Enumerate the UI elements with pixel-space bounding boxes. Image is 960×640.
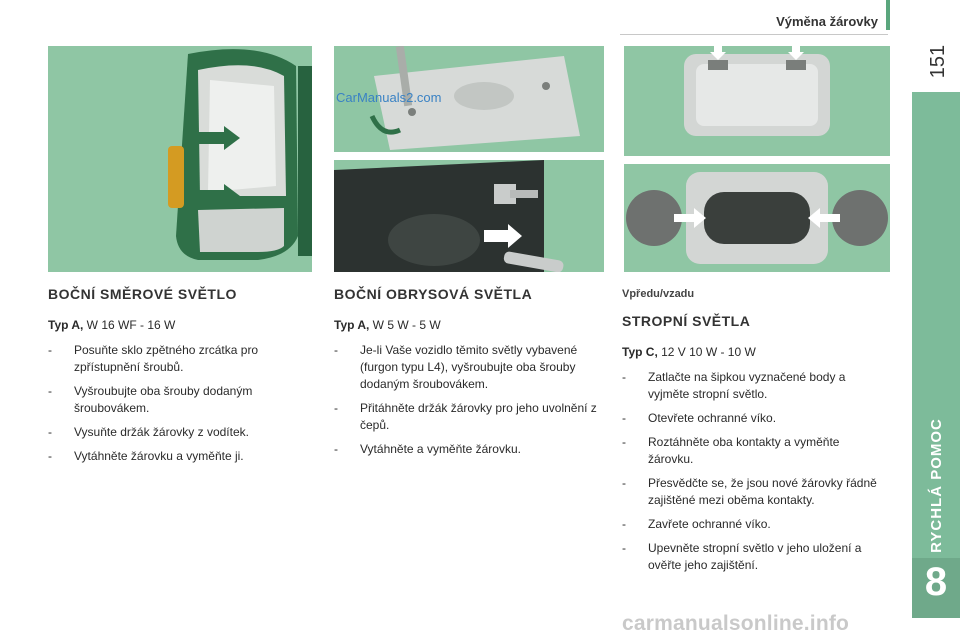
list-item: - Vyšroubujte oba šrouby dodaným šroubovákem. [48, 383, 296, 417]
section-side-marker-lights [334, 286, 598, 465]
list-item: - Přesvědčte se, že jsou nové žárovky řádně zajištěné mezi oběma kontakty. [622, 475, 888, 509]
page-header-title: Výměna žárovky [776, 14, 878, 29]
footer-watermark: carmanualsonline.info [622, 612, 850, 635]
header-divider [620, 34, 888, 35]
section-heading: BOČNÍ SMĚROVÉ SVĚTLO [48, 286, 237, 302]
list-item: - Vytáhněte žárovku a vyměňte ji. [48, 448, 296, 465]
bulb-type [622, 344, 888, 361]
bulb-type-label: Typ A, [48, 318, 84, 332]
list-item: - Je-li Vaše vozidlo těmito světly vybavené (furgon typu L4), vyšroubujte oba šrouby dodaným šroubovákem. [334, 342, 598, 393]
page-number: 151 [927, 44, 950, 79]
section-ceiling-lights [622, 286, 888, 581]
bulb-type [48, 317, 296, 334]
section-heading: STROPNÍ SVĚTLA [622, 313, 751, 329]
photo-interior-light-top [624, 46, 890, 156]
step-list [622, 369, 888, 574]
list-item: - Otevřete ochranné víko. [622, 410, 888, 427]
photo-interior-light-bulb [624, 164, 890, 272]
bulb-type-value: W 16 WF - 16 W [83, 318, 176, 332]
list-item: - Přitáhněte držák žárovky pro jeho uvolnění z čepů. [334, 400, 598, 434]
list-item: - Zavřete ochranné víko. [622, 516, 888, 533]
bulb-type [334, 317, 598, 334]
chapter-side-label: RYCHLÁ POMOC [927, 418, 945, 553]
list-item: - Roztáhněte oba kontakty a vyměňte žárovku. [622, 434, 888, 468]
chapter-number: 8 [924, 560, 948, 604]
bulb-type-label: Typ C, [622, 345, 658, 359]
section-side-indicator [48, 286, 296, 472]
section-heading: BOČNÍ OBRYSOVÁ SVĚTLA [334, 286, 533, 302]
list-item: - Posuňte sklo zpětného zrcátka pro zpřístupnění šroubů. [48, 342, 296, 376]
photo-clearance-light-holder [334, 160, 604, 272]
list-item: - Vysuňte držák žárovky z vodítek. [48, 424, 296, 441]
bulb-type-value: W 5 W - 5 W [369, 318, 441, 332]
bulb-type-value: 12 V 10 W - 10 W [657, 345, 756, 359]
photo-overlay-link: CarManuals2.com [336, 90, 442, 105]
list-item: - Vytáhněte a vyměňte žárovku. [334, 441, 598, 458]
step-list [334, 342, 598, 458]
step-list [48, 342, 296, 465]
bulb-type-label: Typ A, [334, 318, 370, 332]
photo-side-mirror [48, 46, 312, 272]
list-item: - Upevněte stropní světlo v jeho uložení a ověřte jeho zajištění. [622, 540, 888, 574]
section-preheading: Vpředu/vzadu [622, 288, 695, 300]
chapter-side-label-wrap [912, 92, 960, 558]
list-item: - Zatlačte na šipkou vyznačené body a vyjměte stropní světlo. [622, 369, 888, 403]
header-accent-bar [886, 0, 890, 30]
